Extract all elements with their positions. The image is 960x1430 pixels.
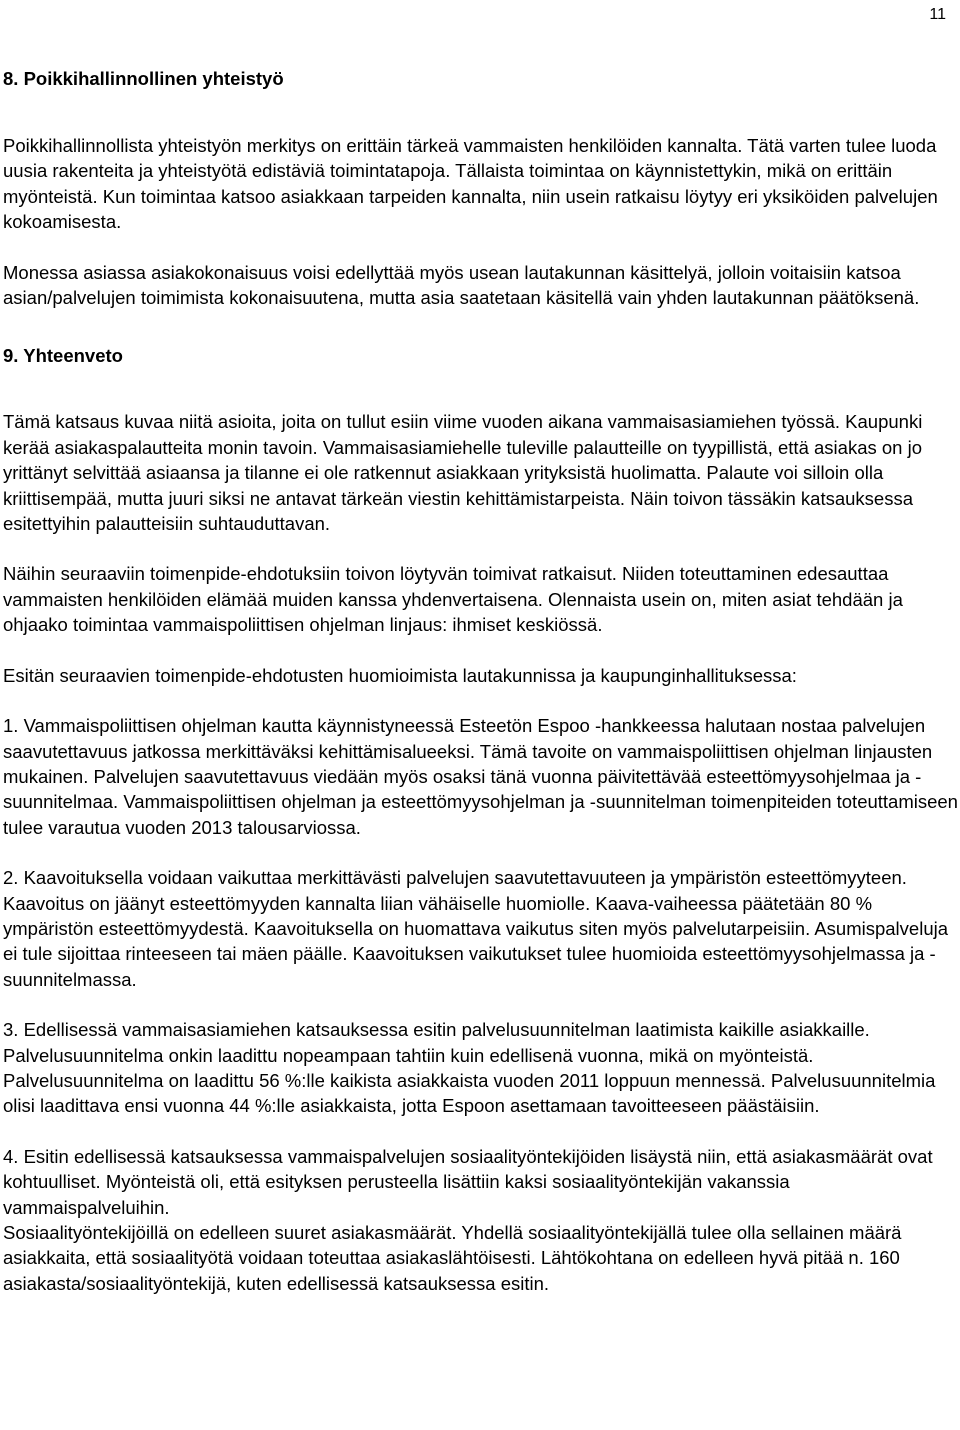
section-9-heading: 9. Yhteenveto (3, 345, 123, 367)
section-9-paragraph-3: Esitän seuraavien toimenpide-ehdotusten huomioimista lautakunnissa ja kaupunginhallituksessa: (3, 664, 797, 686)
proposal-item-2: 2. Kaavoituksella voidaan vaikuttaa merkittävästi palvelujen saavutettavuuteen ja ympäristön esteettömyyteen. Kaavoitus on jäänyt esteettömyyden kannalta liian vähäiselle huomiolle. Kaava-vaiheessa päätetään 80 % ympäristön esteettömyydestä. Kaavoituksella on huomattava vaikutus siten myös palvelutarpeisiin. Asumispalveluja ei tule sijoittaa rinteeseen tai mäen päälle. Kaavoituksen vaikutukset tulee huomioida esteettömyysohjelmassa ja -suunnitelmassa. (3, 867, 949, 990)
document-body (3, 66, 958, 1296)
proposal-item-4: 4. Esitin edellisessä katsauksessa vammaispalvelujen sosiaalityöntekijöiden lisäystä niin, että asiakasmäärät ovat kohtuulliset. Myönteistä oli, että esityksen perusteella lisättiin kaksi sosiaalityöntekijän vakanssia vammaispalveluihin. (3, 1145, 933, 1218)
section-8 (3, 66, 958, 310)
proposal-item-3: 3. Edellisessä vammaisasiamiehen katsauksessa esitin palvelusuunnitelman laatimista kaikille asiakkaille. Palvelusuunnitelma onkin laadittu nopeampaan tahtiin kuin edellisenä vuonna, mikä on myönteistä. Palvelusuunnitelma on laadittu 56 %:lle kaikista asiakkaista vuoden 2011 loppuun mennessä. Palvelusuunnitelmia olisi laadittava ensi vuonna 44 %:lle asiakkaista, jotta Espoon asettamaan tavoitteeseen päästäisiin. (3, 1019, 936, 1117)
proposal-item-1: 1. Vammaispoliittisen ohjelman kautta käynnistyneessä Esteetön Espoo -hankkeessa halutaan nostaa palvelujen saavutettavuus jatkossa merkittäväksi kehittämisalueeksi. Tämä tavoite on vammaispoliittisen ohjelman linjausten mukainen. Palvelujen saavutettavuus viedään myös osaksi tänä vuonna päivitettävää esteettömyysohjelmaa ja -suunnitelmaa. Vammaispoliittisen ohjelman ja esteettömyysohjelman ja -suunnitelman toimenpiteiden toteuttamiseen tulee varautua vuoden 2013 talousarviossa. (3, 715, 958, 838)
section-9-paragraph-2: Näihin seuraaviin toimenpide-ehdotuksiin toivon löytyvän toimivat ratkaisut. Niiden toteuttaminen edesauttaa vammaisten henkilöiden elämää muiden kanssa yhdenvertaisena. Olennaista usein on, miten asiat tehdään ja ohjaako toimintaa vammaispoliittisen ohjelman linjaus: ihmiset keskiössä. (3, 563, 903, 636)
page-number: 11 (929, 6, 946, 23)
section-8-paragraph-2: Monessa asiassa asiakokonaisuus voisi edellyttää myös usean lautakunnan käsittelyä, jolloin voitaisiin katsoa asian/palvelujen toimimista kokonaisuutena, mutta asia saatetaan käsitellä vain yhden lautakunnan päätöksenä. (3, 261, 920, 309)
proposal-item-4-continued: Sosiaalityöntekijöillä on edelleen suuret asiakasmäärät. Yhdellä sosiaalityöntekijällä tulee olla sellainen määrä asiakkaita, että sosiaalityötä voidaan toteuttaa asiakaslähtöisesti. Lähtökohtana on edelleen hyvä pitää n. 160 asiakasta/sosiaalityöntekijä, kuten edellisessä katsauksessa esitin. (3, 1222, 902, 1294)
section-9-paragraph-1: Tämä katsaus kuvaa niitä asioita, joita on tullut esiin viime vuoden aikana vammaisasiamiehen työssä. Kaupunki kerää asiakaspalautteita monin tavoin. Vammaisasiamiehelle tuleville palautteille on tyypillistä, että asiakas on jo yrittänyt selvittää asiaansa ja tilanne ei ole ratkennut asiakkaan yrityksistä huolimatta. Palaute voi silloin olla kriittisempää, mutta juuri siksi ne antavat tärkeän viestin kehittämistarpeista. Näin toivon tässäkin katsauksessa esitettyihin palautteisiin suhtauduttavan. (3, 411, 923, 535)
section-8-heading: 8. Poikkihallinnollinen yhteistyö (3, 68, 284, 89)
section-8-paragraph-1: Poikkihallinnollista yhteistyön merkitys on erittäin tärkeä vammaisten henkilöiden kannalta. Tätä varten tulee luoda uusia rakenteita ja yhteistyötä edistäviä toimintatapoja. Tällaista toimintaa on käynnistettykin, mikä on erittäin myönteistä. Kun toimintaa katsoo asiakkaan tarpeiden kannalta, niin usein ratkaisu löytyy eri yksiköiden palvelujen kokoamisesta. (3, 135, 938, 233)
section-9 (3, 343, 958, 1296)
